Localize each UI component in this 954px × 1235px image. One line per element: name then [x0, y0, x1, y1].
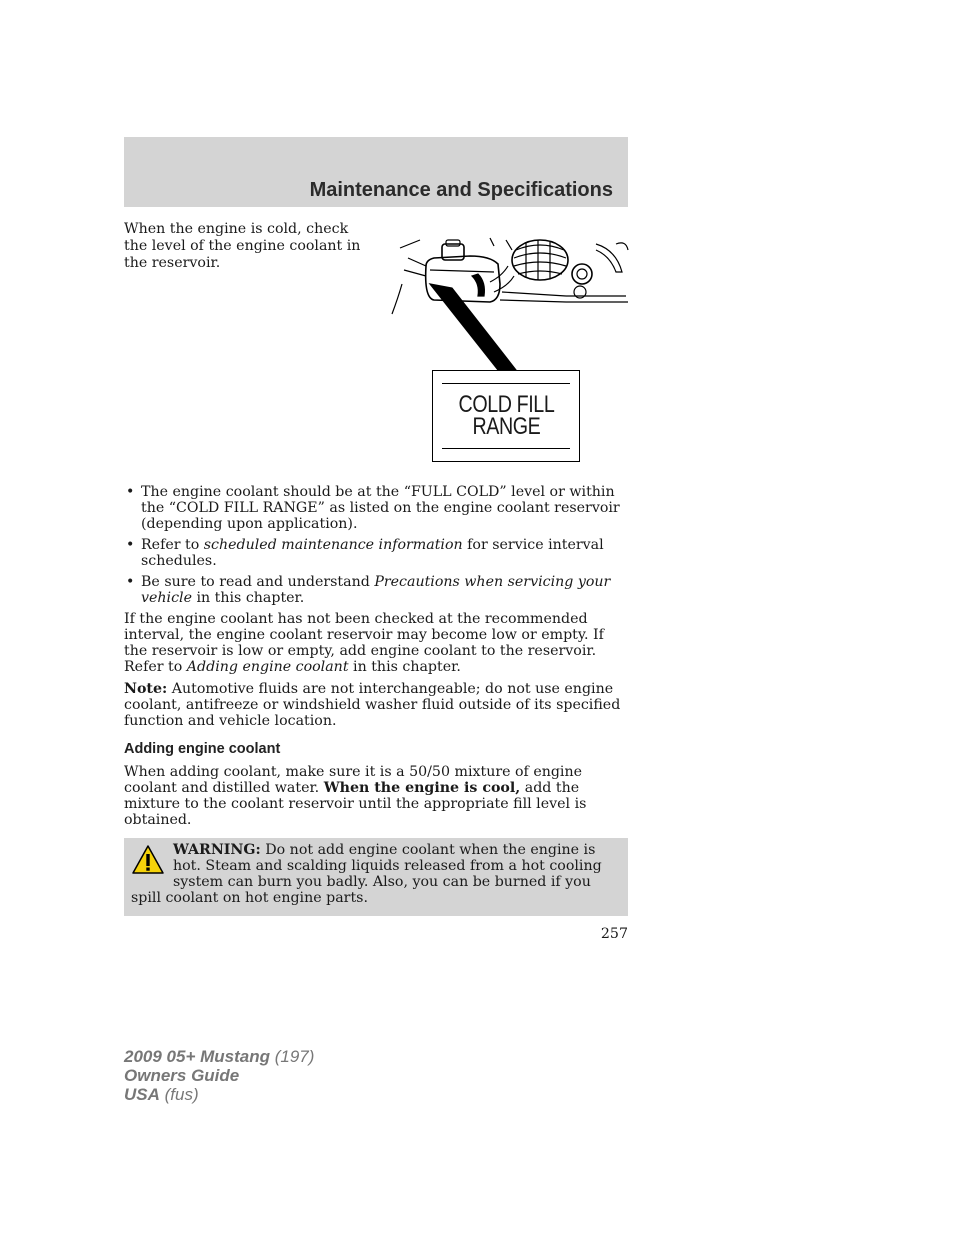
- footer-market: USA: [124, 1085, 160, 1104]
- label-line-1: COLD FILL: [458, 391, 554, 418]
- label-inner-frame: [442, 383, 570, 449]
- intro-paragraph: When the engine is cold, check the level of the engine coolant in the reservoir.: [124, 221, 361, 271]
- paragraph-text: in this chapter.: [348, 659, 461, 675]
- warning-label: WARNING:: [173, 842, 261, 858]
- cold-fill-range-label: [432, 370, 580, 462]
- bullet-list: [124, 484, 628, 606]
- paragraph-text: When adding coolant, make sure it is a 50/50 mixture of engine coolant and distilled water.: [124, 764, 583, 796]
- note-text: Automotive fluids are not interchangeable; do not use engine coolant, antifreeze or windshield washer fluid outside of its specified function and vehicle location.: [124, 681, 621, 729]
- footer-line-2: [124, 1066, 314, 1085]
- list-item: [124, 537, 628, 569]
- paragraph-text: If the engine coolant has not been checked at the recommended interval, the engine coolant reservoir may become low or empty. If the reservoir is low or empty, add engine coolant to the reservoir. Refer to: [124, 611, 604, 675]
- warning-box: [124, 838, 628, 916]
- adding-coolant-paragraph: [124, 764, 628, 828]
- paragraph-reference: Adding engine coolant: [186, 659, 349, 675]
- list-item-text: The engine coolant should be at the “FULL COLD” level or within the “COLD FILL RANGE” as listed on the engine coolant reservoir (depending upon application).: [141, 484, 620, 532]
- page-title: Maintenance and Specifications: [309, 179, 613, 201]
- footer: [124, 1047, 314, 1104]
- section-heading: Adding engine coolant: [124, 741, 281, 757]
- list-item-reference: scheduled maintenance information: [203, 537, 463, 553]
- list-item-text: Be sure to read and understand: [141, 574, 375, 590]
- header-band: [124, 137, 628, 207]
- label-line-2: RANGE: [472, 413, 540, 440]
- paragraph-text: add the mixture to the coolant reservoir until the appropriate fill level is obtained.: [124, 780, 587, 828]
- list-item: [124, 484, 628, 532]
- footer-line-1: [124, 1047, 314, 1066]
- list-item: [124, 574, 628, 606]
- list-item-text: for service interval schedules.: [141, 537, 604, 569]
- warning-triangle-icon: [131, 844, 165, 876]
- main-content: [124, 484, 628, 916]
- note-label: Note:: [124, 681, 168, 697]
- note-paragraph: [124, 681, 628, 729]
- footer-model-code: (197): [270, 1047, 315, 1066]
- coolant-check-paragraph: [124, 611, 628, 675]
- warning-text: Do not add engine coolant when the engine is hot. Steam and scalding liquids released from a hot cooling system can burn you badly. Also, you can be burned if you spill coolant on hot engine parts.: [131, 842, 602, 906]
- list-item-text: Refer to: [141, 537, 204, 553]
- footer-line-3: [124, 1085, 314, 1104]
- page-number: 257: [600, 926, 628, 942]
- footer-market-code: (fus): [159, 1085, 199, 1104]
- footer-model: 2009 05+ Mustang: [124, 1047, 270, 1066]
- list-item-reference: Precautions when servicing your vehicle: [141, 574, 611, 606]
- list-item-text: in this chapter.: [191, 590, 305, 606]
- footer-guide: Owners Guide: [124, 1066, 240, 1085]
- paragraph-emphasis: When the engine is cool,: [323, 780, 521, 796]
